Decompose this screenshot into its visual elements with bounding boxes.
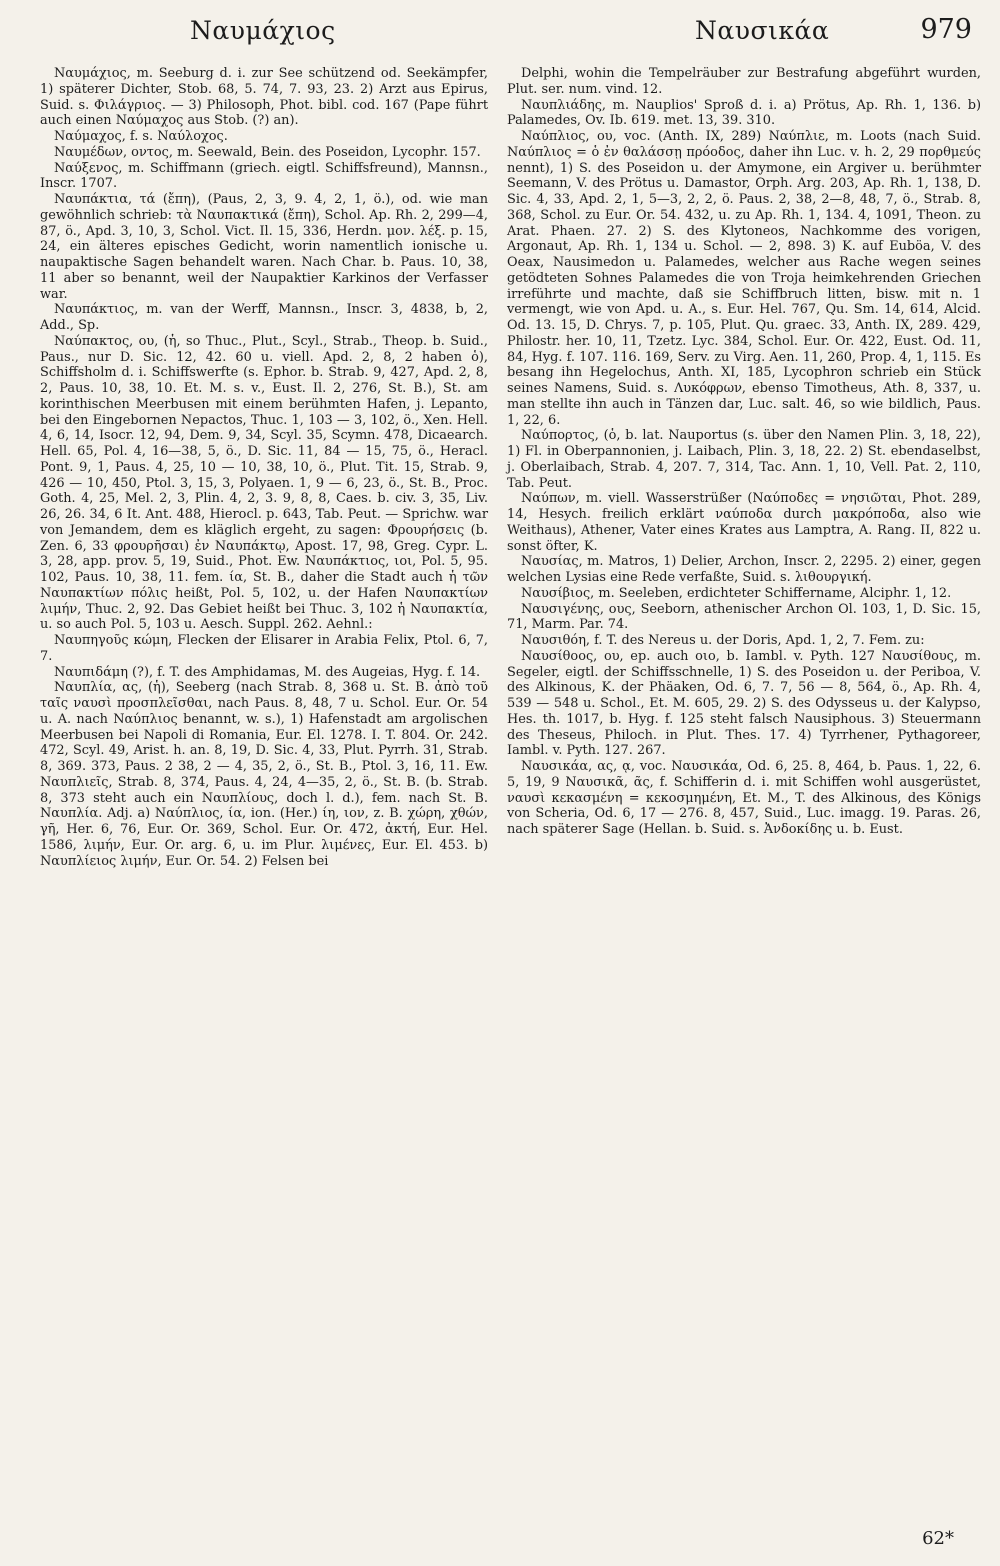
page-number: 979 [920, 14, 972, 45]
printer-signature: 62* [922, 1528, 954, 1549]
entry-nausigenes: Ναυσιγένης, ους, Seeborn, athenischer Archon Ol. 103, 1, D. Sic. 15, 71, Marm. Par. 74. [507, 601, 981, 633]
entry-naupidame: Ναυπιδάμη (?), f. T. des Amphidamas, M. des Augeias, Hyg. f. 14. [54, 664, 481, 680]
entry-naupon: Ναύπων, m. viell. Wasserstrüßer (Ναύποδες = νησιῶται, Phot. 289, 14, Hesych. freilich erklärt ναύποδα durch μακρόποδα, also wie Weithaus), Athener, Vater eines Krates aus Lamptra, A. Rang. II, 822 u. sonst öfter, K. [507, 491, 981, 554]
header-left-catchword: Ναυμάχιος [190, 16, 336, 45]
entry-naumachos: Ναύμαχος, f. s. Ναύλοχος. [54, 129, 228, 144]
left-column [40, 66, 488, 869]
right-column [507, 66, 981, 838]
entry-nauplia: Ναυπλία, ας, (ἡ), Seeberg (nach Strab. 8, 368 u. St. B. ἀπὸ τοῦ ταῖς ναυσὶ προσπλεῖσθαι, nach Paus. 8, 48, 7 u. Schol. Eur. Or. 54 u. A. nach Ναύπλιος benannt, w. s.), 1) Hafenstadt am argolischen Meerbusen bei Napoli di Romania, Eur. El. 1278. I. T. 804. Or. 242. 472, Scyl. 49, Arist. h. an. 8, 19, D. Sic. 4, 33, Plut. Pyrrh. 31, Strab. 8, 369. 373, Paus. 2 38, 2 — 4, 35, 2, ö., St. B., Ptol. 3, 16, 11. Ew. Ναυπλιεῖς, Strab. 8, 374, Paus. 4, 24, 4—35, 2, ö., St. B. (b. Strab. 8, 373 steht auch ein Ναυπλίους, doch l. d.), fem. nach St. B. Ναυπλία. Adj. a) Ναύπλιος, ία, ion. (Her.) ίη, ιον, z. B. χώρη, χθών, γῆ, Her. 6, 76, Eur. Or. 369, Schol. Eur. Or. 472, ἀκτή, Eur. Hel. 1586, λιμήν, Eur. Or. arg. 6, u. im Plur. λιμένες, Eur. El. 453. b) Ναυπλίειος λιμήν, Eur. Or. 54. 2) Felsen bei [40, 680, 488, 869]
entry-naupaktia: Ναυπάκτια, τά (ἔπη), (Paus, 2, 3, 9. 4, 2, 1, ö.), od. wie man gewöhnlich schrieb: τὰ Ναυπακτικά (ἔπη), Schol. Ap. Rh. 2, 299—4, 87, ö., Apd. 3, 10, 3, Schol. Vict. Il. 15, 336, Herdn. μον. λέξ. p. 15, 24, ein älteres episches Gedicht, worin namentlich ionische u. naupaktische Sagen behandelt waren. Nach Char. b. Paus. 10, 38, 11 aber so benannt, weil der Naupaktier Karkinos der Verfasser war. [40, 192, 488, 302]
entry-nauportos: Ναύπορτος, (ὁ, b. lat. Nauportus (s. über den Namen Plin. 3, 18, 22), 1) Fl. in Oberpannonien, j. Laibach, Plin. 3, 18, 22. 2) St. ebendaselbst, j. Oberlaibach, Strab. 4, 207. 7, 314, Tac. Ann. 1, 10, Vell. Pat. 2, 110, Tab. Peut. [507, 428, 981, 491]
page-header [40, 10, 972, 56]
entry-nausikaa: Ναυσικάα, ας, ᾳ, voc. Ναυσικάα, Od. 6, 25. 8, 464, b. Paus. 1, 22, 6. 5, 19, 9 Ναυσικᾶ, ᾶς, f. Schifferin d. i. mit Schiffen wohl ausgerüstet, ναυσὶ κεκασμένη = κεκοσμημένη, Et. M., T. des Alkinous, des Königs von Scheria, Od. 6, 17 — 276. 8, 457, Suid., Luc. imagg. 19. Paras. 26, nach späterer Sage (Hellan. b. Suid. s. Ἀνδοκίδης u. b. Eust. [507, 759, 981, 837]
entry-nausithoos: Ναυσίθοος, ου, ep. auch οιο, b. Iambl. v. Pyth. 127 Ναυσίθους, m. Segeler, eigtl. der Schiffsschnelle, 1) S. des Poseidon u. der Periboa, V. des Alkinous, K. der Phäaken, Od. 6, 7. 7, 56 — 8, 564, ö., Ap. Rh. 4, 539 — 548 u. Schol., Et. M. 605, 29. 2) S. des Odysseus u. der Kalypso, Hes. th. 1017, b. Hyg. f. 125 steht falsch Nausiphous. 3) Steuermann des Theseus, Philoch. in Plut. Thes. 17. 4) Tyrrhener, Pythagoreer, Iambl. v. Pyth. 127. 267. [507, 648, 981, 759]
entry-nauplia-continued: Delphi, wohin die Tempelräuber zur Bestrafung abgeführt wurden, Plut. ser. num. vind. 12. [507, 66, 981, 97]
entry-nauxenos: Ναύξενος, m. Schiffmann (griech. eigtl. Schiffsfreund), Mannsn., Inscr. 1707. [40, 160, 488, 192]
entry-naupaktios: Ναυπάκτιος, m. van der Werff, Mannsn., Inscr. 3, 4838, b, 2, Add., Sp. [40, 302, 488, 333]
entry-naupaktos: Ναύπακτος, ου, (ἡ, so Thuc., Plut., Scyl., Strab., Theop. b. Suid., Paus., nur D. Sic. 12, 42. 60 u. viell. Apd. 2, 8, 2 haben ὁ), Schiffsholm d. i. Schiffswerfte (s. Ephor. b. Strab. 9, 427, Apd. 2, 8, 2, Paus. 10, 38, 10. Et. M. s. v., Eust. Il. 2, 276, St. B.), St. am korinthischen Meerbusen mit einem berühmten Hafen, j. Lepanto, bei den Eingebornen Nepactos, Thuc. 1, 103 — 3, 102, ö., Xen. Hell. 4, 6, 14, Isocr. 12, 94, Dem. 9, 34, Scyl. 35, Scymn. 478, Dicaearch. Hell. 65, Pol. 4, 16—38, 5, ö., D. Sic. 11, 84 — 15, 75, ö., Heracl. Pont. 9, 1, Paus. 4, 25, 10 — 10, 38, 10, ö., Plut. Tit. 15, Strab. 9, 426 — 10, 450, Ptol. 3, 15, 3, Polyaen. 1, 9 — 6, 23, ö., St. B., Proc. Goth. 4, 25, Mel. 2, 3, Plin. 4, 2, 3. 9, 8, 8, Caes. b. civ. 3, 35, Liv. 26, 26. 34, 6 It. Ant. 488, Hierocl. p. 643, Tab. Peut. — Sprichw. war von Jemandem, dem es kläglich ergeht, zu sagen: Φρουρήσεις (b. Zen. 6, 33 φρουρῆσαι) ἐν Ναυπάκτῳ, Apost. 17, 98, Greg. Cypr. L. 3, 28, app. prov. 5, 19, Suid., Phot. Ew. Ναυπάκτιος, ιοι, Pol. 5, 95. 102, Paus. 10, 38, 11. fem. ία, St. B., daher die Stadt auch ἡ τῶν Ναυπακτίων πόλις heißt, Pol. 5, 102, u. der Hafen Ναυπακτίων λιμήν, Thuc. 2, 92. Das Gebiet heißt bei Thuc. 3, 102 ἡ Ναυπακτία, u. so auch Pol. 5, 103 u. Aesch. Suppl. 262. Aehnl.: [40, 333, 488, 633]
entry-nausias: Ναυσίας, m. Matros, 1) Delier, Archon, Inscr. 2, 2295. 2) einer, gegen welchen Lysias eine Rede verfaßte, Suid. s. λιθουργική. [507, 554, 981, 585]
entry-nauplios: Ναύπλιος, ου, voc. (Anth. IX, 289) Ναύπλιε, m. Loots (nach Suid. Ναύπλιος = ὁ ἐν θαλάσσῃ πρόοδος, daher ihn Luc. v. h. 2, 29 πορθμεύς nennt), 1) S. des Poseidon u. der Amymone, ein Argiver u. berühmter Seemann, V. des Prötus u. Damastor, Orph. Arg. 203, Ap. Rh. 1, 138, D. Sic. 4, 33, Apd. 2, 1, 5—3, 2, 2, ö. Paus. 2, 38, 2—8, 48, 7, ö., Strab. 8, 368, Schol. zu Eur. Or. 54. 432, u. zu Ap. Rh. 1, 134. 4, 1091, Theon. zu Arat. Phaen. 27. 2) S. des Klytoneos, Nachkomme des vorigen, Argonaut, Ap. Rh. 1, 134 u. Schol. — 2, 898. 3) K. auf Euböa, V. des Oeax, Nausimedon u. Palamedes, welcher aus Rache wegen seines getödteten Sohnes Palamedes die von Troja heimkehrenden Griechen irreführte und machte, daß sie Schiffbruch litten, bisw. mit n. 1 vermengt, wie von Apd. u. A., s. Eur. Hel. 767, Qu. Sm. 14, 614, Alcid. Od. 13. 15, D. Chrys. 7, p. 105, Plut. Qu. graec. 33, Anth. IX, 289. 429, Philostr. her. 10, 11, Tzetz. Lyc. 384, Schol. Eur. Or. 422, Eust. Od. 11, 84, Hyg. f. 107. 116. 169, Serv. zu Virg. Aen. 11, 260, Prop. 4, 1, 115. Es besang ihn Hegelochus, Anth. XI, 185, Lycophron schrieb ein Stück seines Namens, Suid. s. Λυκόφρων, ebenso Timotheus, Ath. 8, 337, u. man stellte ihn auch in Tänzen dar, Luc. salt. 46, so wie bildlich, Paus. 1, 22, 6. [507, 129, 981, 428]
entry-naupegous: Ναυπηγοῦς κώμη, Flecken der Elisarer in Arabia Felix, Ptol. 6, 7, 7. [40, 633, 488, 664]
entry-naupliades: Ναυπλιάδης, m. Nauplios' Sproß d. i. a) Prötus, Ap. Rh. 1, 136. b) Palamedes, Ov. Ib. 619. met. 13, 39. 310. [507, 97, 981, 129]
entry-naumedon: Ναυμέδων, οντος, m. Seewald, Bein. des Poseidon, Lycophr. 157. [54, 144, 481, 160]
entry-nausibios: Ναυσίβιος, m. Seeleben, erdichteter Schiffername, Alciphr. 1, 12. [521, 585, 952, 601]
entry-naumachios: Ναυμάχιος, m. Seeburg d. i. zur See schützend od. Seekämpfer, 1) späterer Dichter, Stob. 68, 5. 74, 7. 93, 23. 2) Arzt aus Epirus, Suid. s. Φιλάγριος. — 3) Philosoph, Phot. bibl. cod. 167 (Pape führt auch einen Ναύμαχος aus Stob. (?) an). [40, 66, 488, 129]
entry-nausithoe: Ναυσιθόη, f. T. des Nereus u. der Doris, Apd. 1, 2, 7. Fem. zu: [521, 633, 925, 648]
header-right-catchword: Ναυσικάα [695, 16, 830, 45]
